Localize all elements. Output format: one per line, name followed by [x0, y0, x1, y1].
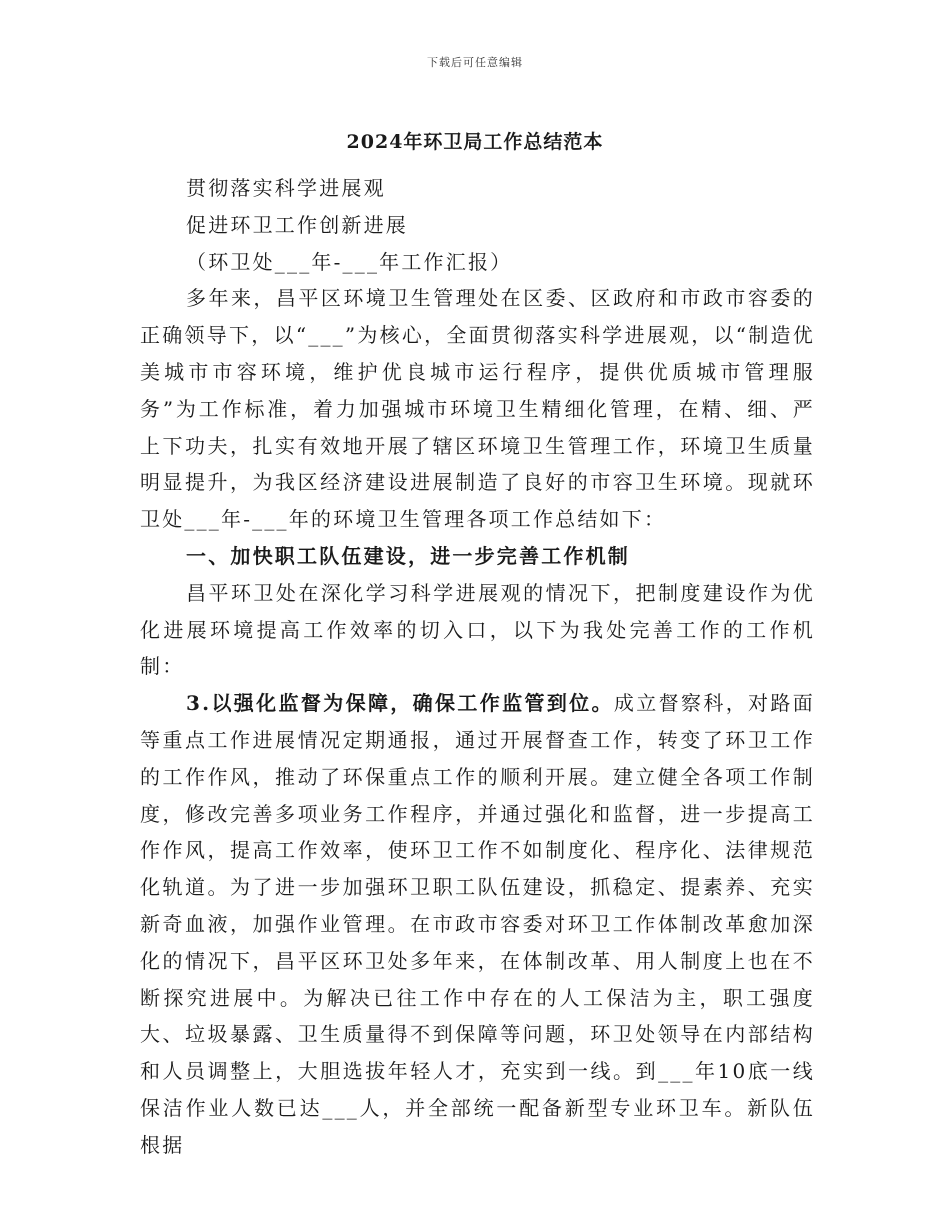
section-1-heading: 一、加快职工队伍建设，进一步完善工作机制: [186, 543, 630, 568]
item-3-lead: 3.以强化监督为保障，确保工作监管到位。: [186, 691, 614, 716]
header-note: 下载后可任意编辑: [427, 56, 523, 69]
subtitle-1: 贯彻落实科学进展观: [186, 176, 386, 200]
intro-paragraph: 多年来，昌平区环境卫生管理处在区委、区政府和市政市容委的正确领导下，以“___”为核心，全面贯彻落实科学进展观，以“制造优美城市市容环境，维护优良城市运行程序，提供优质城市管理服务”为工作标准，着力加强城市环境卫生精细化管理，在精、细、严上下功夫，扎实有效地开展了辖区环境卫生管理工作，环境卫生质量明显提升，为我区经济建设进展制造了良好的市容卫生环境。现就环卫处___年-___年的环境卫生管理各项工作总结如下：: [140, 286, 815, 532]
item-3-paragraph: [140, 685, 815, 1163]
item-3-body: 成立督察科，对路面等重点工作进展情况定期通报，通过开展督查工作，转变了环卫工作的工作作风，推动了环保重点工作的顺利开展。建立健全各项工作制度，修改完善多项业务工作程序，并通过强化和监督，进一步提高工作作风，提高工作效率，使环卫工作不如制度化、程序化、法律规范化轨道。为了进一步加强环卫职工队伍建设，抓稳定、提素养、充实新奇血液，加强作业管理。在市政市容委对环卫工作体制改革愈加深化的情况下，昌平区环卫处多年来，在体制改革、用人制度上也在不断探究进展中。为解决已往工作中存在的人工保洁为主，职工强度大、垃圾暴露、卫生质量得不到保障等问题，环卫处领导在内部结构和人员调整上，大胆选拔年轻人才，充实到一线。到___年10底一线保洁作业人数已达___人，并全部统一配备新型专业环卫车。新队伍根据: [140, 691, 815, 1157]
document-body: [140, 170, 815, 1164]
section-1-paragraph: 昌平环卫处在深化学习科学进展观的情况下，把制度建设作为优化进展环境提高工作效率的切入口，以下为我处完善工作的工作机制：: [140, 580, 815, 679]
subtitle-2: 促进环卫工作创新进展: [186, 212, 408, 237]
page-title: 2024年环卫局工作总结范本: [346, 131, 604, 153]
subtitle-3: （环卫处___年-___年工作汇报）: [186, 249, 513, 274]
